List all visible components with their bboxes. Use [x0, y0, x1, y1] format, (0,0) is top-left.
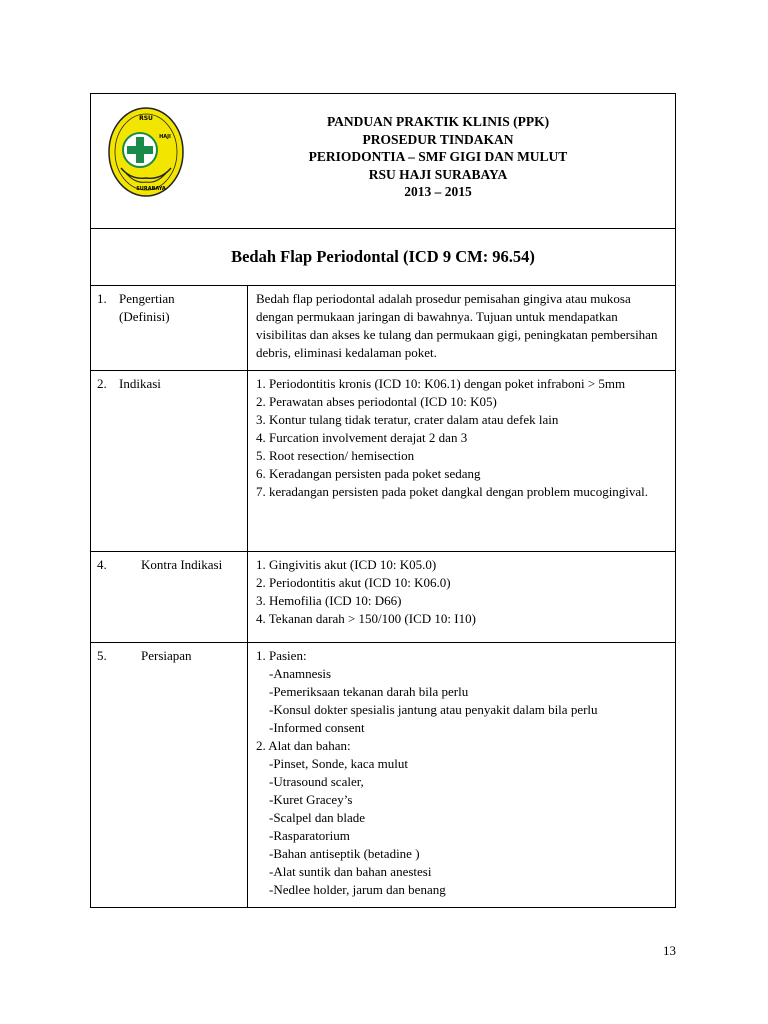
- list-item: -Konsul dokter spesialis jantung atau penyakit dalam bila perlu: [269, 702, 598, 717]
- row-indikasi: [91, 371, 676, 552]
- header-line-4: RSU HAJI SURABAYA: [368, 166, 508, 182]
- list-item: -Informed consent: [269, 720, 365, 735]
- label-kontra-indikasi: 4. Kontra Indikasi: [91, 552, 248, 643]
- list-item: 6. Keradangan persisten pada poket sedang: [256, 466, 481, 481]
- list-item: -Kuret Gracey’s: [269, 792, 353, 807]
- content-kontra-indikasi: [248, 552, 676, 643]
- row-kontra-indikasi: [91, 552, 676, 643]
- list-item: 3. Kontur tulang tidak teratur, crater dalam atau defek lain: [256, 412, 559, 427]
- list-item: 7. keradangan persisten pada poket dangkal dengan problem mucogingival.: [256, 484, 649, 499]
- label-pengertian: 1. Pengertian (Definisi): [91, 286, 248, 371]
- list-item: -Rasparatorium: [269, 828, 350, 843]
- list-item: 5. Root resection/ hemisection: [256, 448, 415, 463]
- list-item: -Bahan antiseptik (betadine ): [269, 846, 420, 861]
- document-header: [91, 94, 676, 229]
- list-item: 4. Furcation involvement derajat 2 dan 3: [256, 430, 468, 445]
- list-item: 2. Perawatan abses periodontal (ICD 10: K05): [256, 394, 497, 409]
- logo-text-top: RSU: [139, 115, 153, 122]
- header-line-2: PROSEDUR TINDAKAN: [362, 131, 514, 147]
- list-item: 1. Periodontitis kronis (ICD 10: K06.1) dengan poket infraboni > 5mm: [256, 376, 626, 391]
- group-alat-bahan: 2. Alat dan bahan:: [256, 738, 351, 753]
- header-line-1: PANDUAN PRAKTIK KLINIS (PPK): [326, 114, 550, 129]
- logo-text-bottom: SURABAYA: [136, 186, 166, 192]
- list-item: -Anamnesis: [269, 666, 332, 681]
- list-item: -Pemeriksaan tekanan darah bila perlu: [269, 684, 469, 699]
- list-item: 3. Hemofilia (ICD 10: D66): [256, 593, 402, 608]
- list-item: 2. Periodontitis akut (ICD 10: K06.0): [256, 575, 451, 590]
- rsu-haji-logo-icon: [107, 106, 185, 198]
- label-persiapan: 5. Persiapan: [91, 643, 248, 908]
- list-item: -Utrasound scaler,: [269, 774, 364, 789]
- ppk-table: [90, 93, 676, 908]
- header-line-3: PERIODONTIA – SMF GIGI DAN MULUT: [308, 149, 568, 164]
- content-indikasi: [248, 371, 676, 552]
- row-persiapan: [91, 643, 676, 908]
- list-item: 4. Tekanan darah > 150/100 (ICD 10: I10): [256, 611, 476, 626]
- list-item: -Alat suntik dan bahan anestesi: [269, 864, 432, 879]
- page-number: 13: [663, 943, 676, 958]
- group-pasien: 1. Pasien:: [256, 648, 307, 663]
- procedure-title: Bedah Flap Periodontal (ICD 9 CM: 96.54): [91, 229, 676, 286]
- header-line-5: 2013 – 2015: [404, 184, 472, 199]
- content-persiapan: [248, 643, 676, 908]
- list-item: -Scalpel dan blade: [269, 810, 366, 825]
- list-item: -Nedlee holder, jarum dan benang: [269, 882, 446, 897]
- logo-text-mid: HAJI: [159, 134, 171, 140]
- content-pengertian: Bedah flap periodontal adalah prosedur pemisahan gingiva atau mukosa dengan permukaan jaringan di bawahnya. Tujuan untuk mendapatkan visibilitas dan akses ke tulang dan permukaan gigi, peningkatan pembersihan debris, eliminasi kedalaman poket.: [248, 286, 676, 371]
- list-item: 1. Gingivitis akut (ICD 10: K05.0): [256, 557, 437, 572]
- row-pengertian: [91, 286, 676, 371]
- label-indikasi: 2. Indikasi: [91, 371, 248, 552]
- header-title-block: [201, 113, 675, 201]
- list-item: -Pinset, Sonde, kaca mulut: [269, 756, 409, 771]
